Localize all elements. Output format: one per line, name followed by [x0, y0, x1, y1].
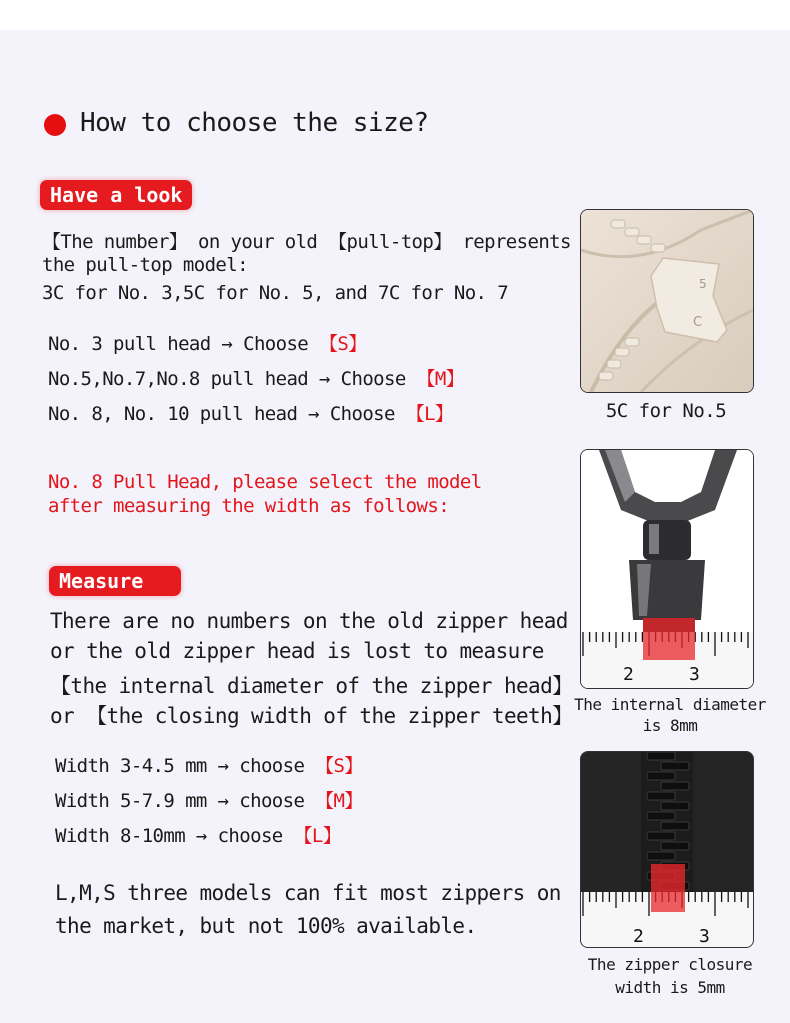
top-band — [0, 0, 790, 30]
size-l-label: 【L】 — [293, 825, 342, 847]
no8-note-line-2: after measuring the width as follows: — [48, 495, 450, 517]
look-intro-line-3: 3C for No. 3,5C for No. 5, and 7C for No. 7 — [42, 282, 509, 304]
zipper-head-photo — [580, 449, 754, 689]
footer-line-2: the market, but not 100% available. — [55, 914, 477, 938]
choice-text: No. 8, No. 10 pull head → Choose — [48, 403, 406, 425]
red-dot-icon — [44, 114, 66, 136]
choice-text: Width 5-7.9 mm → choose — [55, 790, 316, 812]
measure-choice-s — [55, 751, 363, 778]
look-choice-s — [48, 329, 367, 356]
size-s-label: 【S】 — [318, 333, 367, 355]
measure-intro-line-4: or 【the closing width of the zipper teeth】 — [50, 704, 573, 728]
zipper-tooth — [647, 852, 675, 860]
ruler-label-3: 3 — [689, 664, 700, 685]
choice-text: Width 8-10mm → choose — [55, 825, 294, 847]
zipper-tooth — [661, 822, 689, 830]
size-m-label: 【M】 — [315, 790, 363, 812]
measure-intro-line-1: There are no numbers on the old zipper head — [50, 609, 568, 633]
zipper-tooth — [661, 762, 689, 770]
zipper-teeth-photo — [580, 751, 754, 948]
zipper-tooth — [661, 842, 689, 850]
zipper-teeth-caption-2: width is 5mm — [615, 978, 725, 997]
pull-tag-number: 5 — [699, 277, 707, 291]
have-a-look-badge: Have a look — [40, 180, 192, 210]
zipper-tooth — [647, 792, 675, 800]
choice-text: Width 3-4.5 mm → choose — [55, 755, 316, 777]
footer-line-1: L,M,S three models can fit most zippers on — [55, 881, 561, 905]
measure-choice-l — [55, 821, 341, 848]
pull-tag-letter: C — [693, 315, 703, 330]
pull-top-caption: 5C for No.5 — [605, 400, 727, 422]
choice-text: No. 3 pull head → Choose — [48, 333, 319, 355]
measure-badge: Measure — [49, 566, 181, 596]
zipper-tooth — [661, 802, 689, 810]
page-title: How to choose the size? — [80, 108, 429, 138]
ruler-label-2: 2 — [633, 926, 644, 947]
size-s-label: 【S】 — [315, 755, 363, 777]
zipper-head-caption-2: is 8mm — [642, 716, 698, 735]
measure-intro-line-2: or the old zipper head is lost to measure — [50, 639, 544, 663]
ruler-label-2: 2 — [623, 664, 634, 685]
measure-choice-m — [55, 786, 363, 813]
zipper-tooth — [647, 832, 675, 840]
size-m-label: 【M】 — [416, 368, 465, 390]
ruler-label-3: 3 — [699, 926, 710, 947]
look-choice-l — [48, 399, 453, 426]
zipper-teeth-caption-1: The zipper closure — [587, 955, 753, 974]
zipper-tooth — [661, 782, 689, 790]
zipper-tooth — [647, 812, 675, 820]
no8-note-line-1: No. 8 Pull Head, please select the model — [48, 471, 482, 493]
zipper-tooth — [647, 772, 675, 780]
look-intro-line-1: 【The number】 on your old 【pull-top】 represents — [42, 231, 571, 253]
choice-text: No.5,No.7,No.8 pull head → Choose — [48, 368, 417, 390]
look-choice-m — [48, 364, 464, 391]
size-l-label: 【L】 — [405, 403, 454, 425]
look-intro-line-2: the pull-top model: — [42, 254, 248, 276]
zipper-tooth — [647, 752, 675, 760]
zipper-head-caption-1: The internal diameter — [574, 695, 766, 714]
pull-top-photo — [580, 209, 754, 393]
measure-intro-line-3: 【the internal diameter of the zipper head】 — [50, 674, 573, 698]
